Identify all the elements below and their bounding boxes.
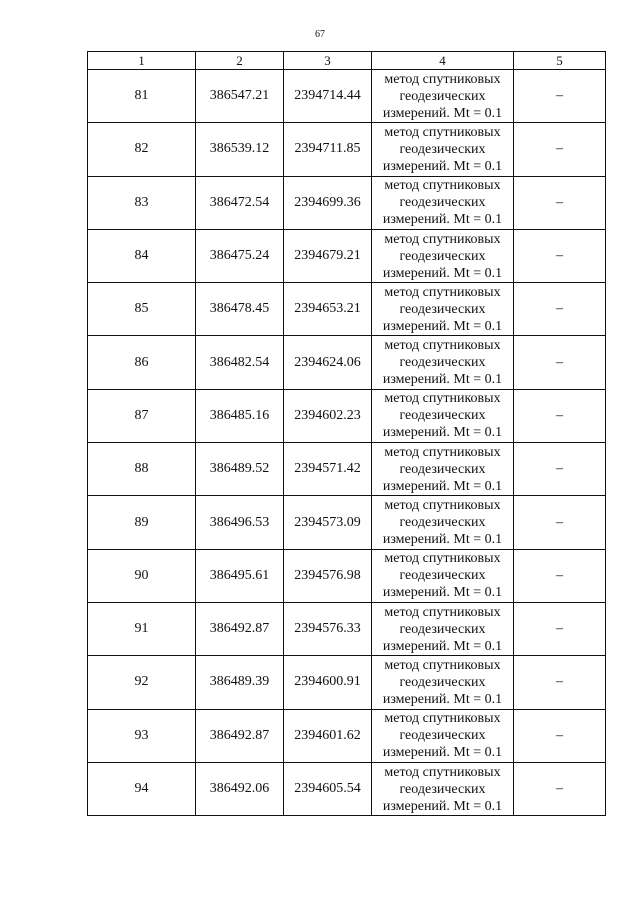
y-coordinate-cell: 2394624.06 bbox=[284, 336, 372, 389]
note-cell: – bbox=[514, 389, 606, 442]
method-cell bbox=[372, 443, 514, 496]
method-line: метод спутниковых bbox=[384, 604, 501, 620]
method-line: измерений. Mt = 0.1 bbox=[382, 425, 503, 441]
y-coordinate-cell: 2394576.98 bbox=[284, 549, 372, 602]
y-coordinate-cell: 2394699.36 bbox=[284, 176, 372, 229]
note-cell: – bbox=[514, 336, 606, 389]
table-body bbox=[88, 70, 606, 816]
table-row bbox=[88, 656, 606, 709]
table-row bbox=[88, 336, 606, 389]
method-line: геодезических bbox=[399, 248, 486, 264]
x-coordinate-cell: 386539.12 bbox=[196, 123, 284, 176]
method-line: метод спутниковых bbox=[384, 711, 501, 727]
column-header-3: 3 bbox=[284, 52, 372, 70]
table-row bbox=[88, 176, 606, 229]
method-line: геодезических bbox=[399, 301, 486, 317]
table-row bbox=[88, 389, 606, 442]
method-line: геодезических bbox=[399, 674, 486, 690]
table-row bbox=[88, 602, 606, 655]
method-line: геодезических bbox=[399, 621, 486, 637]
method-line: метод спутниковых bbox=[384, 391, 501, 407]
method-line: измерений. Mt = 0.1 bbox=[382, 638, 503, 654]
note-cell: – bbox=[514, 762, 606, 815]
table-row bbox=[88, 549, 606, 602]
table-row bbox=[88, 762, 606, 815]
method-line: геодезических bbox=[399, 141, 486, 157]
method-line: измерений. Mt = 0.1 bbox=[382, 158, 503, 174]
method-line: метод спутниковых bbox=[384, 178, 501, 194]
method-line: геодезических bbox=[399, 195, 486, 211]
method-cell bbox=[372, 656, 514, 709]
table-row bbox=[88, 443, 606, 496]
method-line: метод спутниковых bbox=[384, 764, 501, 780]
method-cell bbox=[372, 496, 514, 549]
method-line: измерений. Mt = 0.1 bbox=[382, 798, 503, 814]
method-line: метод спутниковых bbox=[384, 124, 501, 140]
method-line: измерений. Mt = 0.1 bbox=[382, 691, 503, 707]
note-cell: – bbox=[514, 709, 606, 762]
point-number-cell: 93 bbox=[88, 709, 196, 762]
method-line: измерений. Mt = 0.1 bbox=[382, 585, 503, 601]
x-coordinate-cell: 386547.21 bbox=[196, 70, 284, 123]
method-line: геодезических bbox=[399, 728, 486, 744]
note-cell: – bbox=[514, 283, 606, 336]
x-coordinate-cell: 386495.61 bbox=[196, 549, 284, 602]
coordinates-table bbox=[87, 51, 606, 816]
x-coordinate-cell: 386478.45 bbox=[196, 283, 284, 336]
point-number-cell: 92 bbox=[88, 656, 196, 709]
x-coordinate-cell: 386482.54 bbox=[196, 336, 284, 389]
point-number-cell: 91 bbox=[88, 602, 196, 655]
point-number-cell: 81 bbox=[88, 70, 196, 123]
column-header-2: 2 bbox=[196, 52, 284, 70]
method-line: метод спутниковых bbox=[384, 231, 501, 247]
table-row bbox=[88, 70, 606, 123]
y-coordinate-cell: 2394714.44 bbox=[284, 70, 372, 123]
method-line: измерений. Mt = 0.1 bbox=[382, 318, 503, 334]
note-cell: – bbox=[514, 656, 606, 709]
method-line: измерений. Mt = 0.1 bbox=[382, 532, 503, 548]
point-number-cell: 88 bbox=[88, 443, 196, 496]
y-coordinate-cell: 2394653.21 bbox=[284, 283, 372, 336]
method-line: геодезических bbox=[399, 781, 486, 797]
method-cell bbox=[372, 336, 514, 389]
method-cell bbox=[372, 283, 514, 336]
table-header-row bbox=[88, 52, 606, 70]
method-cell bbox=[372, 389, 514, 442]
point-number-cell: 85 bbox=[88, 283, 196, 336]
method-line: метод спутниковых bbox=[384, 338, 501, 354]
table-row bbox=[88, 283, 606, 336]
y-coordinate-cell: 2394573.09 bbox=[284, 496, 372, 549]
method-line: геодезических bbox=[399, 408, 486, 424]
x-coordinate-cell: 386496.53 bbox=[196, 496, 284, 549]
note-cell: – bbox=[514, 229, 606, 282]
y-coordinate-cell: 2394601.62 bbox=[284, 709, 372, 762]
method-line: измерений. Mt = 0.1 bbox=[382, 212, 503, 228]
point-number-cell: 82 bbox=[88, 123, 196, 176]
x-coordinate-cell: 386485.16 bbox=[196, 389, 284, 442]
point-number-cell: 83 bbox=[88, 176, 196, 229]
y-coordinate-cell: 2394711.85 bbox=[284, 123, 372, 176]
note-cell: – bbox=[514, 549, 606, 602]
method-cell bbox=[372, 70, 514, 123]
x-coordinate-cell: 386489.39 bbox=[196, 656, 284, 709]
x-coordinate-cell: 386475.24 bbox=[196, 229, 284, 282]
method-cell bbox=[372, 123, 514, 176]
method-line: измерений. Mt = 0.1 bbox=[382, 478, 503, 494]
method-line: метод спутниковых bbox=[384, 71, 501, 87]
column-header-5: 5 bbox=[514, 52, 606, 70]
x-coordinate-cell: 386489.52 bbox=[196, 443, 284, 496]
method-cell bbox=[372, 229, 514, 282]
y-coordinate-cell: 2394602.23 bbox=[284, 389, 372, 442]
method-line: измерений. Mt = 0.1 bbox=[382, 745, 503, 761]
note-cell: – bbox=[514, 602, 606, 655]
x-coordinate-cell: 386492.06 bbox=[196, 762, 284, 815]
point-number-cell: 87 bbox=[88, 389, 196, 442]
y-coordinate-cell: 2394605.54 bbox=[284, 762, 372, 815]
method-line: геодезических bbox=[399, 355, 486, 371]
point-number-cell: 90 bbox=[88, 549, 196, 602]
x-coordinate-cell: 386492.87 bbox=[196, 709, 284, 762]
method-line: метод спутниковых bbox=[384, 657, 501, 673]
method-line: измерений. Mt = 0.1 bbox=[382, 105, 503, 121]
page-number: 67 bbox=[315, 29, 325, 40]
x-coordinate-cell: 386472.54 bbox=[196, 176, 284, 229]
point-number-cell: 86 bbox=[88, 336, 196, 389]
method-line: метод спутниковых bbox=[384, 444, 501, 460]
point-number-cell: 94 bbox=[88, 762, 196, 815]
point-number-cell: 89 bbox=[88, 496, 196, 549]
note-cell: – bbox=[514, 70, 606, 123]
method-cell bbox=[372, 176, 514, 229]
table-row bbox=[88, 229, 606, 282]
note-cell: – bbox=[514, 176, 606, 229]
note-cell: – bbox=[514, 123, 606, 176]
method-line: геодезических bbox=[399, 568, 486, 584]
point-number-cell: 84 bbox=[88, 229, 196, 282]
table-row bbox=[88, 709, 606, 762]
method-line: метод спутниковых bbox=[384, 284, 501, 300]
method-cell bbox=[372, 549, 514, 602]
note-cell: – bbox=[514, 443, 606, 496]
column-header-4: 4 bbox=[372, 52, 514, 70]
y-coordinate-cell: 2394571.42 bbox=[284, 443, 372, 496]
y-coordinate-cell: 2394600.91 bbox=[284, 656, 372, 709]
method-line: измерений. Mt = 0.1 bbox=[382, 372, 503, 388]
method-line: измерений. Mt = 0.1 bbox=[382, 265, 503, 281]
method-cell bbox=[372, 762, 514, 815]
method-cell bbox=[372, 709, 514, 762]
x-coordinate-cell: 386492.87 bbox=[196, 602, 284, 655]
table-row bbox=[88, 123, 606, 176]
method-cell bbox=[372, 602, 514, 655]
note-cell: – bbox=[514, 496, 606, 549]
method-line: геодезических bbox=[399, 461, 486, 477]
method-line: геодезических bbox=[399, 88, 486, 104]
method-line: метод спутниковых bbox=[384, 551, 501, 567]
y-coordinate-cell: 2394679.21 bbox=[284, 229, 372, 282]
table-row bbox=[88, 496, 606, 549]
method-line: геодезических bbox=[399, 515, 486, 531]
column-header-1: 1 bbox=[88, 52, 196, 70]
method-line: метод спутниковых bbox=[384, 498, 501, 514]
y-coordinate-cell: 2394576.33 bbox=[284, 602, 372, 655]
